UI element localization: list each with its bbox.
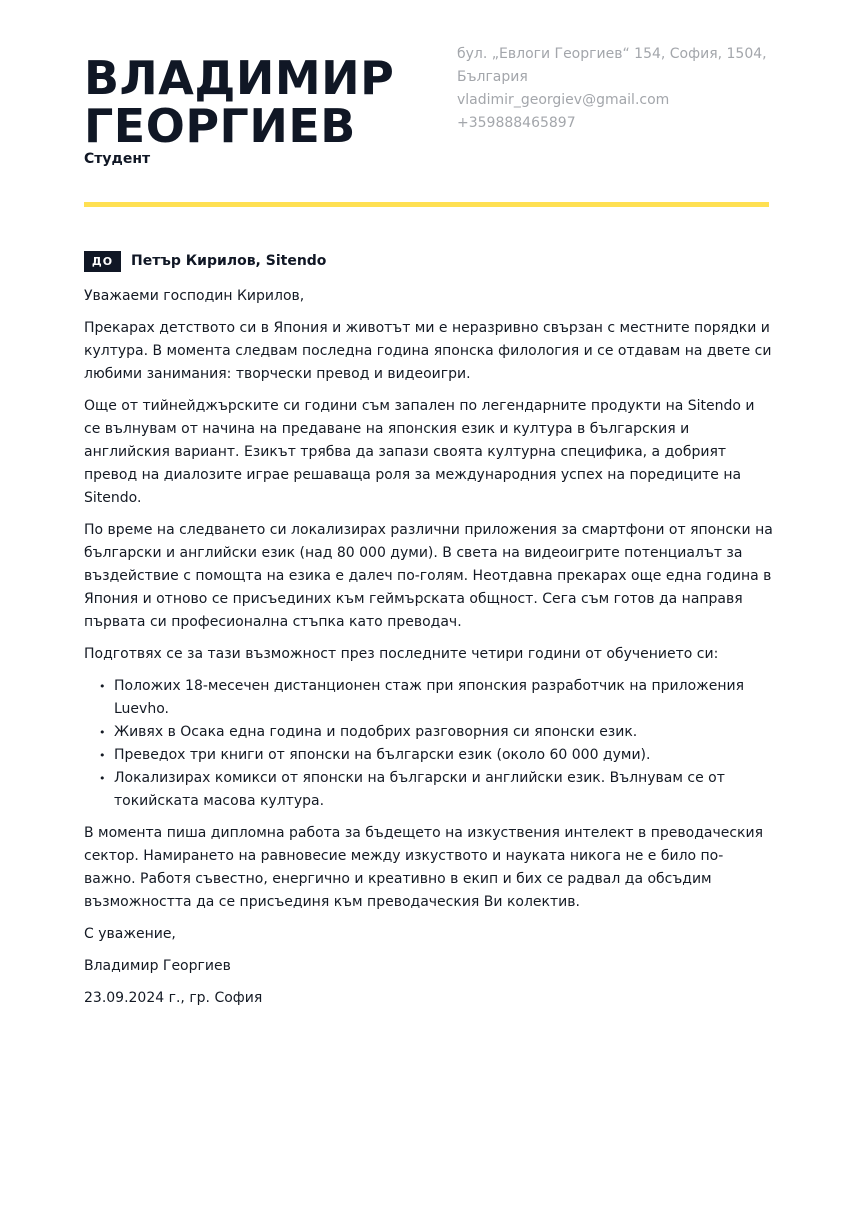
applicant-name-line2: ГЕОРГИЕВ: [84, 99, 356, 153]
recipient-badge: ДО: [84, 251, 121, 272]
salutation: Уважаеми господин Кирилов,: [84, 288, 305, 304]
achievements-list: [84, 675, 774, 813]
sign-off: С уважение,: [84, 926, 176, 942]
contact-block: [457, 43, 777, 135]
paragraph-preparation: Подготвях се за тази възможност през последните четири години от обучението си:: [84, 646, 719, 662]
applicant-name-line1: ВЛАДИМИР: [84, 51, 395, 105]
applicant-role: Студент: [84, 151, 151, 167]
list-item: • Положих 18-месечен дистанционен стаж при японския разработчик на приложения Luevho.: [114, 675, 774, 721]
sign-off-block: [84, 923, 774, 1010]
phone-link[interactable]: +359888465897: [457, 115, 576, 131]
list-item: • Преведох три книги от японски на български език (около 60 000 думи).: [114, 744, 774, 767]
address-line-2: България: [457, 69, 528, 85]
recipient-name: Петър Кирилов, Sitendo: [131, 253, 327, 269]
paragraph-experience: По време на следването си локализирах различни приложения за смартфони от японски на български и английски език (над 80 000 думи). В света на видеоигрите потенциалът за въздействие с помощта на езика е далеч по-голям. Неотдавна прекарах още една година в Япония и отново се присъединих към геймърската общност. Сега съм готов да направя първата си професионална стъпка като преводач.: [84, 522, 773, 630]
email-link[interactable]: vladimir_georgiev@gmail.com: [457, 92, 670, 108]
paragraph-motivation: Още от тийнейджърските си години съм запален по легендарните продукти на Sitendo и се вълнувам от начина на предаване на японския език и култура в българския и английския вариант. Езикът трябва да запази своята културна специфика, а добрият превод на диалозите играе решаваща роля за международния успех на поредиците на Sitendo.: [84, 398, 755, 506]
recipient-row: [84, 249, 326, 271]
list-item: • Живях в Осака една година и подобрих разговорния си японски език.: [114, 721, 774, 744]
accent-divider: [84, 202, 769, 207]
letter-body: [84, 285, 774, 1019]
signature-name: Владимир Георгиев: [84, 958, 231, 974]
list-item: • Локализирах комикси от японски на български и английски език. Вълнувам се от токийската масова култура.: [114, 767, 774, 813]
applicant-name: [84, 51, 444, 153]
address-line-1: бул. „Евлоги Георгиев“ 154, София, 1504,: [457, 46, 767, 62]
date-place: 23.09.2024 г., гр. София: [84, 990, 263, 1006]
paragraph-closing: В момента пиша дипломна работа за бъдещето на изкуствения интелект в преводаческия сектор. Намирането на равновесие между изкуството и науката никога не е било по-важно. Работя съвестно, енергично и креативно в екип и бих се радвал да обсъдим възможността да се присъединя към преводаческия Ви колектив.: [84, 825, 764, 910]
paragraph-intro: Прекарах детството си в Япония и животът ми е неразривно свързан с местните порядки и култура. В момента следвам последна година японска филология и се отдавам на двете си любими занимания: творчески превод и видеоигри.: [84, 320, 772, 382]
resume-header: [84, 0, 770, 210]
